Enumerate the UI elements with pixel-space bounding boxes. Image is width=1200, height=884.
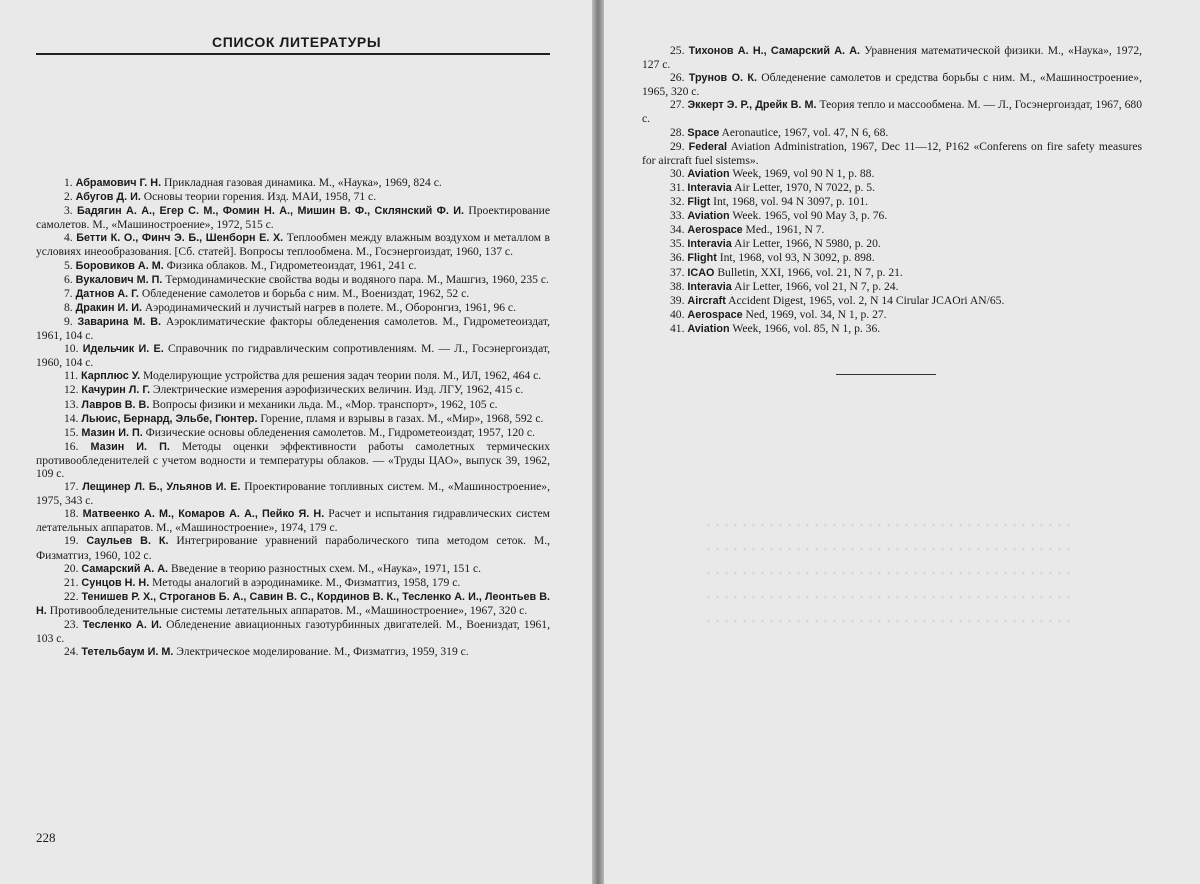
reference-text: Противообледенительные системы летательных аппаратов. М., «Машиностроение», 1967, 320 с.: [50, 604, 527, 617]
reference-number: 23.: [64, 618, 79, 631]
reference-authors: Мазин И. П.: [90, 441, 169, 453]
reference-authors: Абугов Д. И.: [76, 191, 141, 203]
reference-text: Теплообмен между влажным воздухом и металлом в условиях инеообразования. [Сб. статей]. Вопросы теплообмена. М., Госэнергоиздат, 1960, 137 с.: [36, 231, 550, 258]
reference-entry: [36, 301, 550, 315]
reference-entry: [642, 237, 1142, 251]
reference-entry: [642, 294, 1142, 308]
end-rule: [836, 374, 936, 375]
reference-number: 40.: [670, 308, 685, 321]
reference-entry: [36, 315, 550, 342]
reference-text: Основы теории горения. Изд. МАИ, 1958, 71 с.: [144, 190, 376, 203]
reference-entry: [36, 287, 550, 301]
reference-entry: [642, 322, 1142, 336]
reference-text: Теория тепло и массообмена. М. — Л., Госэнергоиздат, 1967, 680 с.: [642, 98, 1142, 125]
reference-text: Ned, 1969, vol. 34, N 1, p. 27.: [746, 308, 887, 321]
reference-entry: [642, 126, 1142, 140]
reference-authors: Лавров В. В.: [81, 399, 149, 411]
reference-text: Аэроклиматические факторы обледенения самолетов. М., Гидрометеоиздат, 1961, 104 с.: [36, 315, 550, 342]
reference-number: 11.: [64, 369, 78, 382]
reference-text: Air Letter, 1970, N 7022, p. 5.: [734, 181, 875, 194]
reference-entry: [36, 576, 550, 590]
reference-authors: Льюис, Бернард, Эльбе, Гюнтер.: [81, 413, 257, 425]
reference-authors: Датнов А. Г.: [76, 288, 139, 300]
reference-authors: Fligt: [687, 196, 710, 208]
page-number: 228: [36, 830, 56, 846]
reference-authors: Вукалович М. П.: [76, 274, 163, 286]
reference-number: 7.: [64, 287, 73, 300]
reference-text: Week, 1966, vol. 85, N 1, p. 36.: [732, 322, 880, 335]
reference-number: 5.: [64, 259, 73, 272]
reference-list-left: [36, 176, 550, 659]
reference-number: 34.: [670, 223, 685, 236]
reference-text: Week, 1969, vol 90 N 1, p. 88.: [732, 167, 874, 180]
reference-authors: Interavia: [687, 281, 731, 293]
reference-authors: Federal: [689, 141, 727, 153]
reference-authors: Трунов О. К.: [689, 72, 757, 84]
reference-number: 6.: [64, 273, 73, 286]
reference-text: Int, 1968, vol 93, N 3092, p. 898.: [720, 251, 875, 264]
reference-text: Вопросы физики и механики льда. М., «Мор. транспорт», 1962, 105 с.: [152, 398, 497, 411]
reference-text: Интегрирование уравнений параболического типа методом сеток. М., Физматгиз, 1960, 102 с.: [36, 534, 550, 561]
reference-entry: [642, 251, 1142, 265]
reference-text: Проектирование самолетов. М., «Машиностроение», 1972, 515 с.: [36, 204, 550, 231]
reference-text: Обледенение самолетов и средства борьбы с ним. М., «Машиностроение», 1965, 320 с.: [642, 71, 1142, 98]
reference-entry: [36, 342, 550, 369]
reference-entry: [36, 231, 550, 258]
reference-entry: [642, 280, 1142, 294]
reference-entry: [642, 140, 1142, 167]
reference-text: Термодинамические свойства воды и водяного пара. М., Машгиз, 1960, 235 с.: [165, 273, 549, 286]
reference-number: 41.: [670, 322, 685, 335]
reference-number: 27.: [670, 98, 685, 111]
reference-entry: [36, 645, 550, 659]
reference-number: 20.: [64, 562, 79, 575]
reference-authors: Aviation: [687, 168, 729, 180]
reference-authors: Flight: [687, 252, 716, 264]
reference-entry: [642, 195, 1142, 209]
reference-text: Физика облаков. М., Гидрометеоиздат, 1961, 241 с.: [167, 259, 417, 272]
reference-entry: [36, 398, 550, 412]
reference-text: Методы оценки эффективности работы самолетных термических противообледенителей с учетом водности и температуры облаков. — «Труды ЦАО», выпуск 39, 1962, 109 с.: [36, 440, 550, 480]
reference-number: 26.: [670, 71, 685, 84]
reference-number: 17.: [64, 480, 79, 493]
reference-authors: Тенишев Р. Х., Строганов Б. А., Савин В. С., Кординов В. К., Тесленко А. И., Леонтьев В. Н.: [36, 591, 550, 617]
reference-number: 24.: [64, 645, 79, 658]
reference-text: Aviation Administration, 1967, Dec 11—12, P162 «Conferens on fire safety measures for aircraft fuel sistems».: [642, 140, 1142, 167]
reference-text: Электрические измерения аэрофизических величин. Изд. ЛГУ, 1962, 415 с.: [153, 383, 523, 396]
reference-number: 19.: [64, 534, 79, 547]
reference-text: Bulletin, XXI, 1966, vol. 21, N 7, p. 21.: [717, 266, 903, 279]
reference-text: Проектирование топливных систем. М., «Машиностроение», 1975, 343 с.: [36, 480, 550, 507]
reference-number: 29.: [670, 140, 685, 153]
reference-number: 16.: [64, 440, 79, 453]
reference-text: Week. 1965, vol 90 May 3, p. 76.: [732, 209, 887, 222]
reference-number: 22.: [64, 590, 79, 603]
reference-authors: Бетти К. О., Финч Э. Б., Шенборн Е. Х.: [76, 232, 283, 244]
reference-entry: [642, 223, 1142, 237]
reference-number: 10.: [64, 342, 79, 355]
reference-entry: [36, 383, 550, 397]
show-through-line: [704, 548, 1074, 550]
reference-entry: [36, 507, 550, 534]
show-through-line: [704, 596, 1074, 598]
reference-text: Аэродинамический и лучистый нагрев в полете. М., Оборонгиз, 1961, 96 с.: [145, 301, 516, 314]
reference-text: Введение в теорию разностных схем. М., «Наука», 1971, 151 с.: [171, 562, 481, 575]
reference-number: 8.: [64, 301, 73, 314]
reference-authors: Тетельбаум И. М.: [81, 646, 173, 658]
reference-authors: Самарский А. А.: [81, 563, 168, 575]
reference-text: Air Letter, 1966, N 5980, p. 20.: [734, 237, 881, 250]
reference-authors: Мазин И. П.: [81, 427, 142, 439]
reference-number: 33.: [670, 209, 685, 222]
reference-number: 32.: [670, 195, 685, 208]
reference-authors: Абрамович Г. Н.: [76, 177, 161, 189]
reference-text: Справочник по гидравлическим сопротивлениям. М. — Л., Госэнергоиздат, 1960, 104 с.: [36, 342, 550, 369]
reference-number: 30.: [670, 167, 685, 180]
reference-text: Обледенение авиационных газотурбинных двигателей. М., Воениздат, 1961, 103 с.: [36, 618, 550, 645]
reference-number: 36.: [670, 251, 685, 264]
reference-authors: Эккерт Э. Р., Дрейк В. М.: [687, 99, 816, 111]
reference-authors: Aviation: [687, 210, 729, 222]
heading-rule: [36, 53, 550, 55]
reference-authors: Interavia: [687, 182, 731, 194]
reference-entry: [642, 44, 1142, 71]
reference-authors: Сунцов Н. Н.: [81, 577, 149, 589]
reference-number: 21.: [64, 576, 79, 589]
reference-authors: Aircraft: [687, 295, 725, 307]
reference-entry: [642, 167, 1142, 181]
reference-authors: Бадягин А. А., Егер С. М., Фомин Н. А., Мишин В. Ф., Склянский Ф. И.: [77, 205, 464, 217]
reference-entry: [36, 412, 550, 426]
reference-text: Med., 1961, N 7.: [746, 223, 825, 236]
reference-number: 14.: [64, 412, 79, 425]
reference-entry: [36, 259, 550, 273]
reference-entry: [36, 440, 550, 480]
reference-authors: Саульев В. К.: [86, 535, 168, 547]
reference-number: 31.: [670, 181, 685, 194]
reference-text: Горение, пламя и взрывы в газах. М., «Мир», 1968, 592 с.: [260, 412, 543, 425]
reference-number: 37.: [670, 266, 685, 279]
reference-text: Обледенение самолетов и борьба с ним. М., Воениздат, 1962, 52 с.: [142, 287, 469, 300]
reference-number: 1.: [64, 176, 73, 189]
reference-text: Уравнения математической физики. М., «Наука», 1972, 127 с.: [642, 44, 1142, 71]
left-page: [0, 0, 592, 884]
reference-number: 15.: [64, 426, 79, 439]
reference-text: Моделирующие устройства для решения задач теории поля. М., ИЛ, 1962, 464 с.: [143, 369, 541, 382]
reference-authors: Матвеенко А. М., Комаров А. А., Пейко Я. Н.: [83, 508, 325, 520]
book-gutter: [592, 0, 604, 884]
reference-entry: [642, 266, 1142, 280]
reference-entry: [642, 71, 1142, 98]
reference-list-right: [642, 44, 1142, 336]
reference-text: Электрическое моделирование. М., Физматгиз, 1959, 319 с.: [176, 645, 468, 658]
reference-entry: [36, 562, 550, 576]
reference-number: 3.: [64, 204, 73, 217]
reference-authors: Aviation: [687, 323, 729, 335]
reference-number: 2.: [64, 190, 73, 203]
reference-authors: Тихонов А. Н., Самарский А. А.: [689, 45, 860, 57]
reference-entry: [36, 590, 550, 618]
reference-text: Air Letter, 1966, vol 21, N 7, p. 24.: [734, 280, 898, 293]
reference-authors: Дракин И. И.: [76, 302, 142, 314]
show-through-line: [704, 524, 1074, 526]
reference-authors: Идельчик И. Е.: [83, 343, 164, 355]
reference-authors: Interavia: [687, 238, 731, 250]
reference-authors: Space: [687, 127, 719, 139]
reference-text: Aeronautice, 1967, vol. 47, N 6, 68.: [721, 126, 888, 139]
reference-authors: Заварина М. В.: [77, 316, 161, 328]
reference-authors: Качурин Л. Г.: [81, 384, 150, 396]
reference-entry: [642, 209, 1142, 223]
reference-entry: [36, 204, 550, 231]
reference-number: 39.: [670, 294, 685, 307]
reference-entry: [36, 273, 550, 287]
reference-text: Accident Digest, 1965, vol. 2, N 14 Cirular JCAOri AN/65.: [728, 294, 1004, 307]
reference-entry: [642, 308, 1142, 322]
reference-entry: [36, 190, 550, 204]
reference-authors: Тесленко А. И.: [83, 619, 162, 631]
reference-entry: [36, 369, 550, 383]
reference-entry: [36, 480, 550, 507]
reference-text: Расчет и испытания гидравлических систем летательных аппаратов. М., «Машиностроение», 1974, 179 с.: [36, 507, 550, 534]
reference-authors: Лещинер Л. Б., Ульянов И. Е.: [82, 481, 240, 493]
show-through-line: [704, 620, 1074, 622]
reference-entry: [36, 618, 550, 645]
reference-entry: [642, 181, 1142, 195]
reference-authors: Карплюс У.: [81, 370, 140, 382]
reference-entry: [36, 426, 550, 440]
reference-text: Методы аналогий в аэродинамике. М., Физматгиз, 1958, 179 с.: [152, 576, 460, 589]
reference-number: 25.: [670, 44, 685, 57]
show-through-line: [704, 572, 1074, 574]
book-spread: [0, 0, 1200, 884]
reference-authors: Боровиков А. М.: [76, 260, 164, 272]
reference-number: 12.: [64, 383, 79, 396]
reference-entry: [36, 534, 550, 561]
reference-number: 13.: [64, 398, 79, 411]
reference-text: Физические основы обледенения самолетов. М., Гидрометеоиздат, 1957, 120 с.: [146, 426, 535, 439]
reference-number: 35.: [670, 237, 685, 250]
right-page: [604, 0, 1200, 884]
reference-number: 38.: [670, 280, 685, 293]
reference-text: Прикладная газовая динамика. М., «Наука», 1969, 824 с.: [164, 176, 442, 189]
reference-number: 9.: [64, 315, 73, 328]
page-heading: СПИСОК ЛИТЕРАТУРЫ: [212, 34, 381, 50]
reference-number: 4.: [64, 231, 73, 244]
reference-authors: Aerospace: [687, 309, 742, 321]
reference-entry: [36, 176, 550, 190]
reference-authors: ICAO: [687, 267, 714, 279]
reference-entry: [642, 98, 1142, 125]
reference-text: Int, 1968, vol. 94 N 3097, p. 101.: [713, 195, 868, 208]
reference-number: 18.: [64, 507, 79, 520]
reference-authors: Aerospace: [687, 224, 742, 236]
reference-number: 28.: [670, 126, 685, 139]
